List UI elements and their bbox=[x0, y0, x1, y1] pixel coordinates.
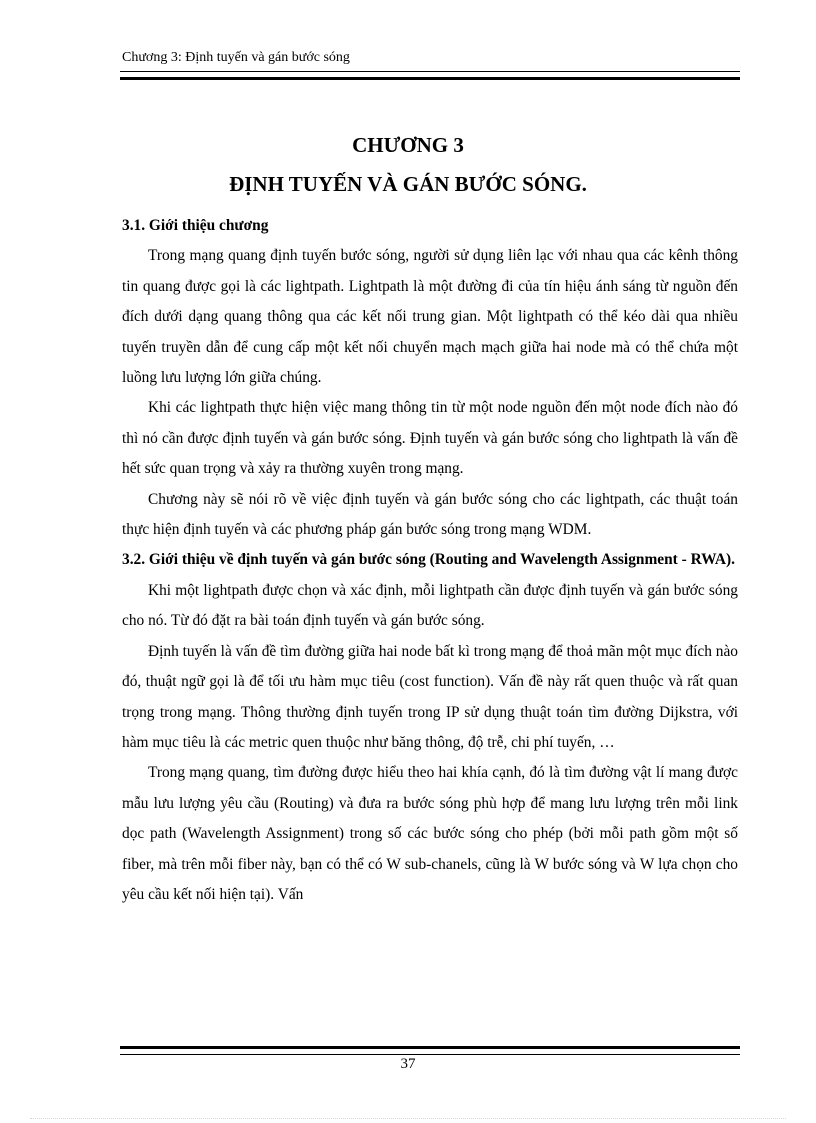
page-edge-divider bbox=[30, 1118, 786, 1119]
paragraph: Khi các lightpath thực hiện việc mang thông tin từ một node nguồn đến một node đích nào đó thì nó cần được định tuyến và gán bước sóng. Định tuyến và gán bước sóng cho lightpath là vấn đề hết sức quan trọng và xảy ra thường xuyên trong mạng. bbox=[122, 399, 738, 478]
paragraph: Khi một lightpath được chọn và xác định, mỗi lightpath cần được định tuyến và gán bước sóng cho nó. Từ đó đặt ra bài toán định tuyến và gán bước sóng. bbox=[122, 581, 738, 630]
section-heading-3-1: 3.1. Giới thiệu chương bbox=[122, 217, 269, 234]
chapter-number: CHƯƠNG 3 bbox=[352, 133, 464, 157]
paragraph: Định tuyến là vấn đề tìm đường giữa hai node bất kì trong mạng để thoả mãn một mục đích nào đó, thuật ngữ gọi là để tối ưu hàm mục tiêu (cost function). Vấn đề này rất quen thuộc và rất quan trọng trong mạng. Thông thường định tuyến trong IP sử dụng thuật toán tìm đường Dijkstra, với hàm mục tiêu là các metric quen thuộc như băng thông, độ trễ, chi phí tuyến, … bbox=[122, 642, 738, 751]
header-rule bbox=[120, 71, 740, 80]
running-header: Chương 3: Định tuyến và gán bước sóng bbox=[122, 50, 350, 65]
chapter-title: ĐỊNH TUYẾN VÀ GÁN BƯỚC SÓNG. bbox=[229, 172, 587, 196]
page-number: 37 bbox=[400, 1056, 416, 1072]
section-heading-3-2: 3.2. Giới thiệu về định tuyến và gán bước sóng (Routing and Wavelength Assignment - RWA). bbox=[122, 551, 735, 569]
body-content bbox=[122, 211, 738, 910]
paragraph: Chương này sẽ nói rõ về việc định tuyến và gán bước sóng cho các lightpath, các thuật toán thực hiện định tuyến và các phương pháp gán bước sóng trong mạng WDM. bbox=[122, 490, 738, 539]
paragraph: Trong mạng quang định tuyến bước sóng, người sử dụng liên lạc với nhau qua các kênh thông tin quang được gọi là các lightpath. Lightpath là một đường đi của tín hiệu ánh sáng từ nguồn đến đích dưới dạng quang thông qua các kết nối trung gian. Một lightpath có thể kéo dài qua nhiều tuyến truyền dẫn để cung cấp một kết nối chuyển mạch mạch giữa hai node mà có thể chứa một luồng lưu lượng lớn giữa chúng. bbox=[122, 247, 738, 387]
paragraph: Trong mạng quang, tìm đường được hiểu theo hai khía cạnh, đó là tìm đường vật lí mang được mẫu lưu lượng yêu cầu (Routing) và đưa ra bước sóng phù hợp để mang lưu lượng trên mỗi link dọc path (Wavelength Assignment) trong số các bước sóng cho phép (bởi mỗi path gồm một số fiber, mà trên mỗi fiber này, bạn có thể có W sub-chanels, cũng là W bước sóng và W lựa chọn cho yêu cầu kết nối hiện tại). Vấn bbox=[122, 764, 738, 903]
footer-rule bbox=[120, 1046, 740, 1055]
